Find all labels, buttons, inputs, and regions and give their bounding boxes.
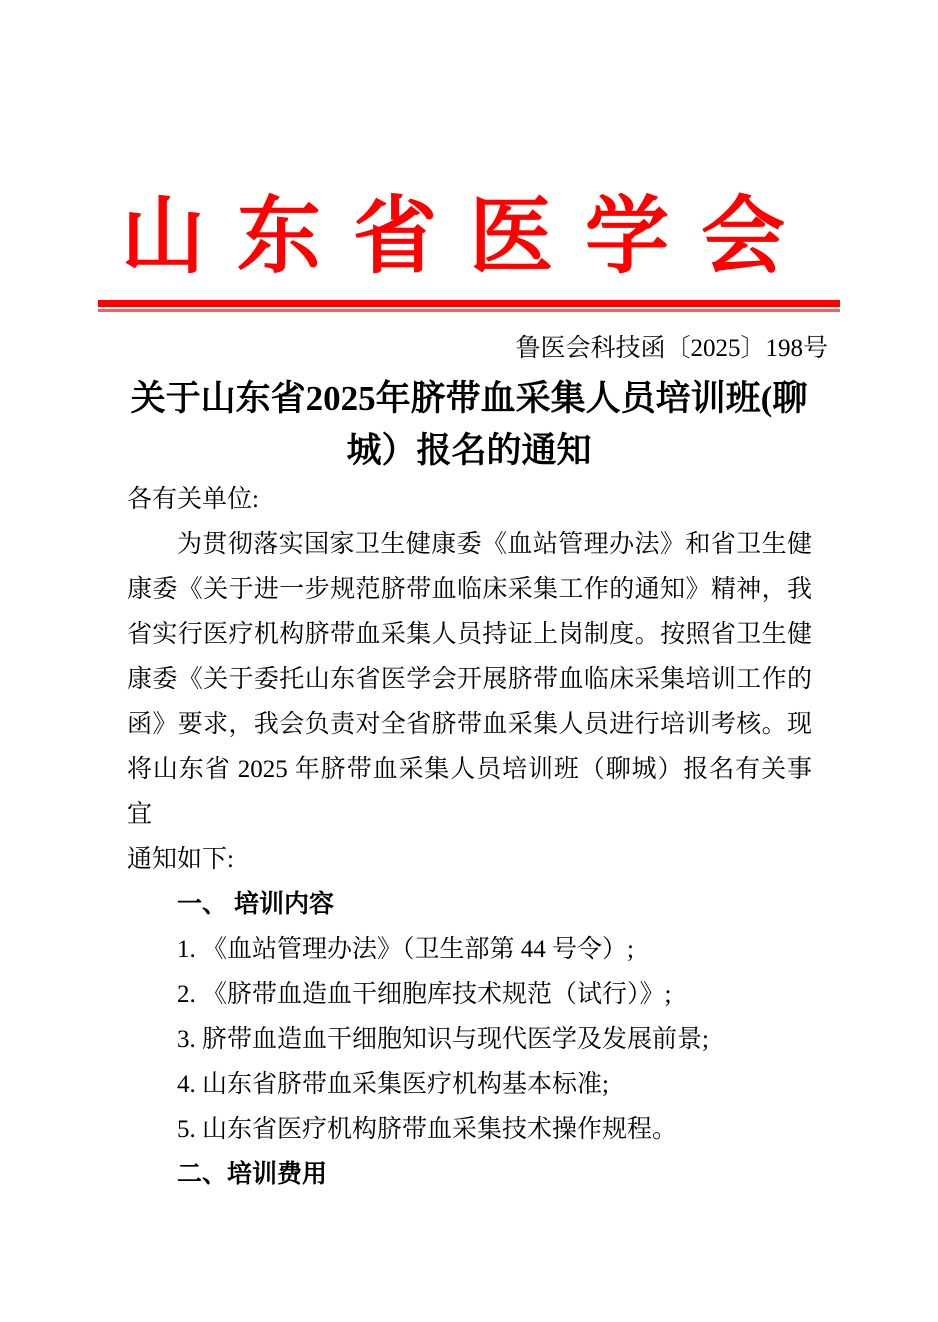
section-1-header: 一、 培训内容: [177, 890, 334, 918]
section-2-header: 二、培训费用: [177, 1160, 328, 1188]
paragraph-line: 省实行医疗机构脐带血采集人员持证上岗制度。按照省卫生健: [127, 621, 812, 648]
paragraph-line: 通知如下:: [127, 846, 234, 873]
document-title-line-1: 关于山东省2025年脐带血采集人员培训班(聊: [130, 379, 808, 418]
document-number: 鲁医会科技函〔2025〕198号: [515, 335, 828, 362]
red-divider-thick: [98, 300, 840, 307]
paragraph-line: 函》要求，我会负责对全省脐带血采集人员进行培训考核。现: [127, 711, 812, 738]
paragraph-line: 将山东省 2025 年脐带血采集人员培训班（聊城）报名有关事宜: [127, 756, 812, 828]
salutation: 各有关单位:: [127, 486, 259, 513]
list-item: 2. 《脐带血造血干细胞库技术规范（试行）》;: [177, 981, 672, 1008]
org-name: 山东省医学会: [120, 191, 817, 284]
red-divider-line: [98, 300, 840, 312]
list-item: 3. 脐带血造血干细胞知识与现代医学及发展前景;: [177, 1026, 709, 1053]
list-item: 1. 《血站管理办法》（卫生部第 44 号令）;: [177, 936, 634, 963]
document-title: [60, 373, 878, 477]
org-masthead: [0, 192, 938, 284]
paragraph-line: 为贯彻落实国家卫生健康委《血站管理办法》和省卫生健: [177, 531, 812, 558]
paragraph-line: 康委《关于进一步规范脐带血临床采集工作的通知》精神，我: [127, 576, 812, 603]
list-item: 4. 山东省脐带血采集医疗机构基本标准;: [177, 1071, 609, 1098]
red-divider-thin: [98, 309, 840, 312]
document-body: [127, 477, 812, 1197]
list-item: 5. 山东省医疗机构脐带血采集技术操作规程。: [177, 1116, 678, 1143]
document-title-line-2: 城）报名的通知: [346, 431, 592, 470]
paragraph-line: 康委《关于委托山东省医学会开展脐带血临床采集培训工作的: [127, 666, 812, 693]
